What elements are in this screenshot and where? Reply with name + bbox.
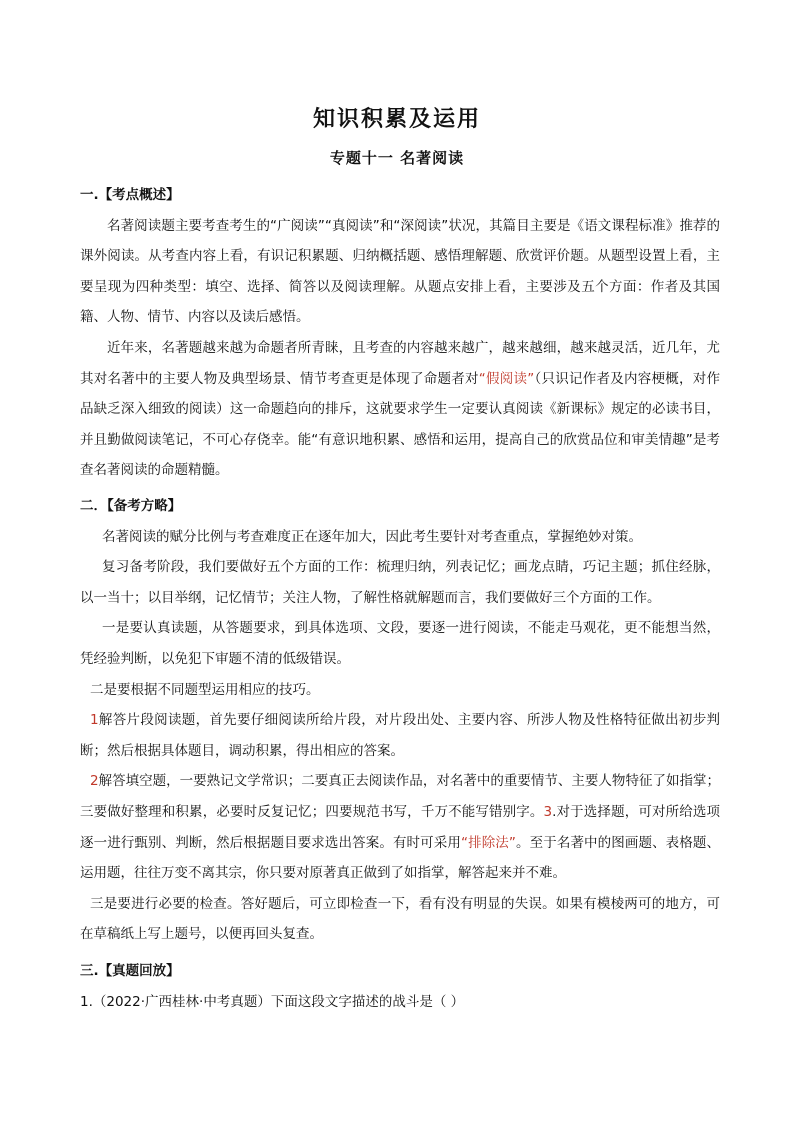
paragraph: 名著阅读的赋分比例与考查难度正在逐年加大，因此考生要针对考查重点，掌握绝妙对策。	[102, 528, 642, 545]
section-overview	[80, 180, 720, 486]
highlight-text: “排除法”	[460, 834, 516, 851]
section-questions	[80, 956, 720, 1017]
paragraph: 2解答填空题，一要熟记文学常识；二要真正去阅读作品，对名著中的重要情节、主要人物特征了如指掌；三要做好整理和积累，必要时反复记忆；四要规范书写，千万不能写错别字。3.对于选择题，可对所给选项逐一进行甄别、判断，然后根据题目要求选出答案。有时可采用“排除法”。至于名著中的图画题、表格题、运用题，往往万变不离其宗，你只要对原著真正做到了如指掌，解答起来并不难。	[80, 773, 721, 882]
page-title: 知识积累及运用	[312, 107, 481, 132]
paragraph: 二是要根据不同题型运用相应的技巧。	[90, 681, 320, 698]
paragraph: 名著阅读题主要考查考生的“广阅读”“真阅读”和“深阅读”状况，其篇目主要是《语文课程标准》推荐的课外阅读。从考查内容上看，有识记积累题、归纳概括题、感悟理解题、欣赏评价题。从题型设置上看，主要呈现为四种类型：填空、选择、简答以及阅读理解。从题点安排上看，主要涉及五个方面：作者及其国籍、人物、情节、内容以及读后感悟。	[80, 217, 720, 326]
paragraph: 一是要认真读题，从答题要求，到具体选项、文段，要逐一进行阅读，不能走马观花，更不能想当然，凭经验判断，以免犯下审题不清的低级错误。	[80, 620, 720, 667]
section-strategy	[80, 491, 720, 950]
section-heading-questions: 三.【真题回放】	[80, 963, 180, 979]
section-heading-overview: 一.【考点概述】	[80, 187, 180, 203]
question-1: 1.（2022·广西桂林·中考真题）下面这段文字描述的战斗是（ ）	[80, 993, 465, 1010]
paragraph: 复习备考阶段，我们要做好五个方面的工作：梳理归纳，列表记忆；画龙点睛，巧记主题；抓住经脉，以一当十；以目举纲，记忆情节；关注人物，了解性格就解题而言，我们要做好三个方面的工作。	[80, 559, 720, 606]
paragraph: 1解答片段阅读题，首先要仔细阅读所给片段，对片段出处、主要内容、所涉人物及性格特征做出初步判断；然后根据具体题目，调动积累，得出相应的答案。	[80, 712, 720, 759]
paragraph: 三是要进行必要的检查。答好题后，可立即检查一下，看有没有明显的失误。如果有模棱两可的地方，可在草稿纸上写上题号，以便再回头复查。	[80, 895, 720, 943]
section-heading-strategy: 二．【备考方略】	[80, 498, 182, 514]
highlight-text: “假阅读”	[478, 370, 535, 387]
paragraph: 近年来，名著题越来越为命题者所青睐，且考查的内容越来越广，越来越细，越来越灵活，近几年，尤其对名著中的主要人物及典型场景、情节考查更是体现了命题者对“假阅读”（只识记作者及内容梗概，对作品缺乏深入细致的阅读）这一命题趋向的排斥，这就要求学生一定要认真阅读《新课标》规定的必读书目，并且勤做阅读笔记，不可心存侥幸。能“有意识地积累、感悟和运用，提高自己的欣赏品位和审美情趣”是考查名著阅读的命题精髓。	[80, 339, 720, 479]
page-subtitle: 专题十一 名著阅读	[329, 149, 465, 167]
